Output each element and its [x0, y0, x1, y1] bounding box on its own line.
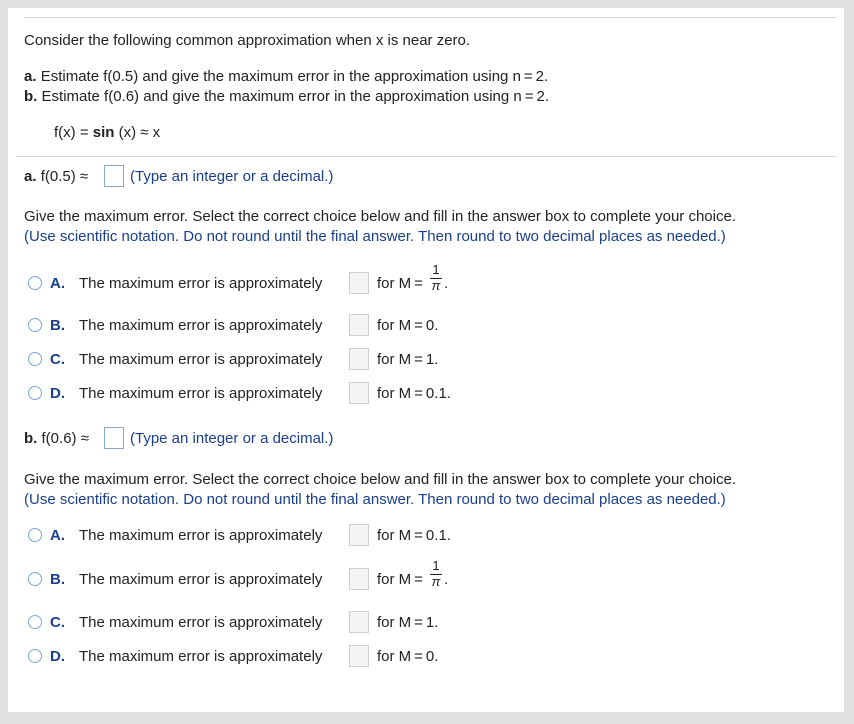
part-a-hint: (Type an integer or a decimal.): [130, 168, 334, 185]
function-suffix: (x) ≈ x: [114, 124, 161, 141]
choice-text: The maximum error is approximately: [79, 351, 323, 368]
function-name: sin: [92, 124, 115, 141]
part-b-estimate-text: f(0.6) ≈: [41, 430, 89, 447]
part-b-estimate-input[interactable]: [104, 427, 124, 449]
radio-button[interactable]: [28, 276, 42, 290]
choice-end: .: [444, 275, 449, 292]
error-input[interactable]: [349, 272, 369, 294]
part-b-label: b.: [24, 430, 38, 447]
choice-letter: D.: [50, 648, 65, 665]
choice-letter: B.: [50, 317, 65, 334]
radio-button[interactable]: [28, 528, 42, 542]
radio-button[interactable]: [28, 352, 42, 366]
fraction-numerator: 1: [430, 559, 442, 575]
choice-text: The maximum error is approximately: [79, 275, 323, 292]
error-input[interactable]: [349, 568, 369, 590]
part-a-prompt-text: Estimate f(0.5) and give the maximum error in the approximation using n = 2.: [40, 68, 549, 85]
radio-button[interactable]: [28, 572, 42, 586]
function-formula: [54, 124, 160, 142]
error-input[interactable]: [349, 348, 369, 370]
choice-text: The maximum error is approximately: [79, 614, 323, 631]
part-a-prompt-label: a.: [24, 68, 37, 85]
intro-text: Consider the following common approximation when x is near zero.: [24, 32, 471, 49]
part-b-prompt-label: b.: [24, 88, 38, 105]
part-a-label: a.: [24, 168, 37, 185]
choice-suffix: for M = 0.1.: [377, 385, 451, 402]
choice-end: .: [444, 571, 449, 588]
fraction-one-over-pi: [430, 559, 442, 589]
part-b-estimate: [24, 430, 89, 448]
choice-letter: C.: [50, 351, 65, 368]
choice-suffix: for M = 1.: [377, 351, 439, 368]
choice-suffix: for M = 0.1.: [377, 527, 451, 544]
error-input[interactable]: [349, 611, 369, 633]
question-panel: [8, 8, 844, 712]
error-input[interactable]: [349, 645, 369, 667]
choice-letter: A.: [50, 275, 65, 292]
part-a-instruction-note: (Use scientific notation. Do not round until the final answer. Then round to two decimal places as needed.): [24, 228, 726, 245]
choice-suffix: for M = 0.: [377, 317, 439, 334]
fraction-denominator: π: [431, 574, 441, 589]
radio-button[interactable]: [28, 615, 42, 629]
part-b-prompt-text: Estimate f(0.6) and give the maximum error in the approximation using n = 2.: [41, 88, 550, 105]
part-b-prompt: [24, 88, 549, 106]
choice-letter: D.: [50, 385, 65, 402]
part-a-estimate: [24, 168, 88, 186]
section-divider: [16, 156, 836, 157]
part-a-instruction: Give the maximum error. Select the correct choice below and fill in the answer box to complete your choice.: [24, 208, 736, 225]
part-b-instruction-note: (Use scientific notation. Do not round until the final answer. Then round to two decimal places as needed.): [24, 491, 726, 508]
fraction-numerator: 1: [430, 263, 442, 279]
fraction-one-over-pi: [430, 263, 442, 293]
radio-button[interactable]: [28, 386, 42, 400]
function-prefix: f(x) =: [54, 124, 93, 141]
choice-text: The maximum error is approximately: [79, 648, 323, 665]
choice-letter: B.: [50, 571, 65, 588]
choice-suffix: for M =: [377, 571, 426, 588]
radio-button[interactable]: [28, 649, 42, 663]
part-a-estimate-input[interactable]: [104, 165, 124, 187]
top-divider: [24, 17, 836, 18]
choice-text: The maximum error is approximately: [79, 527, 323, 544]
choice-suffix: for M =: [377, 275, 426, 292]
part-a-estimate-text: f(0.5) ≈: [40, 168, 89, 185]
part-b-instruction: Give the maximum error. Select the correct choice below and fill in the answer box to complete your choice.: [24, 471, 736, 488]
choice-suffix: for M = 0.: [377, 648, 439, 665]
choice-letter: A.: [50, 527, 65, 544]
part-a-prompt: [24, 68, 548, 86]
choice-text: The maximum error is approximately: [79, 317, 323, 334]
error-input[interactable]: [349, 382, 369, 404]
fraction-denominator: π: [431, 278, 441, 293]
error-input[interactable]: [349, 314, 369, 336]
choice-letter: C.: [50, 614, 65, 631]
choice-suffix: for M = 1.: [377, 614, 439, 631]
choice-text: The maximum error is approximately: [79, 571, 323, 588]
part-b-hint: (Type an integer or a decimal.): [130, 430, 334, 447]
choice-text: The maximum error is approximately: [79, 385, 323, 402]
error-input[interactable]: [349, 524, 369, 546]
radio-button[interactable]: [28, 318, 42, 332]
